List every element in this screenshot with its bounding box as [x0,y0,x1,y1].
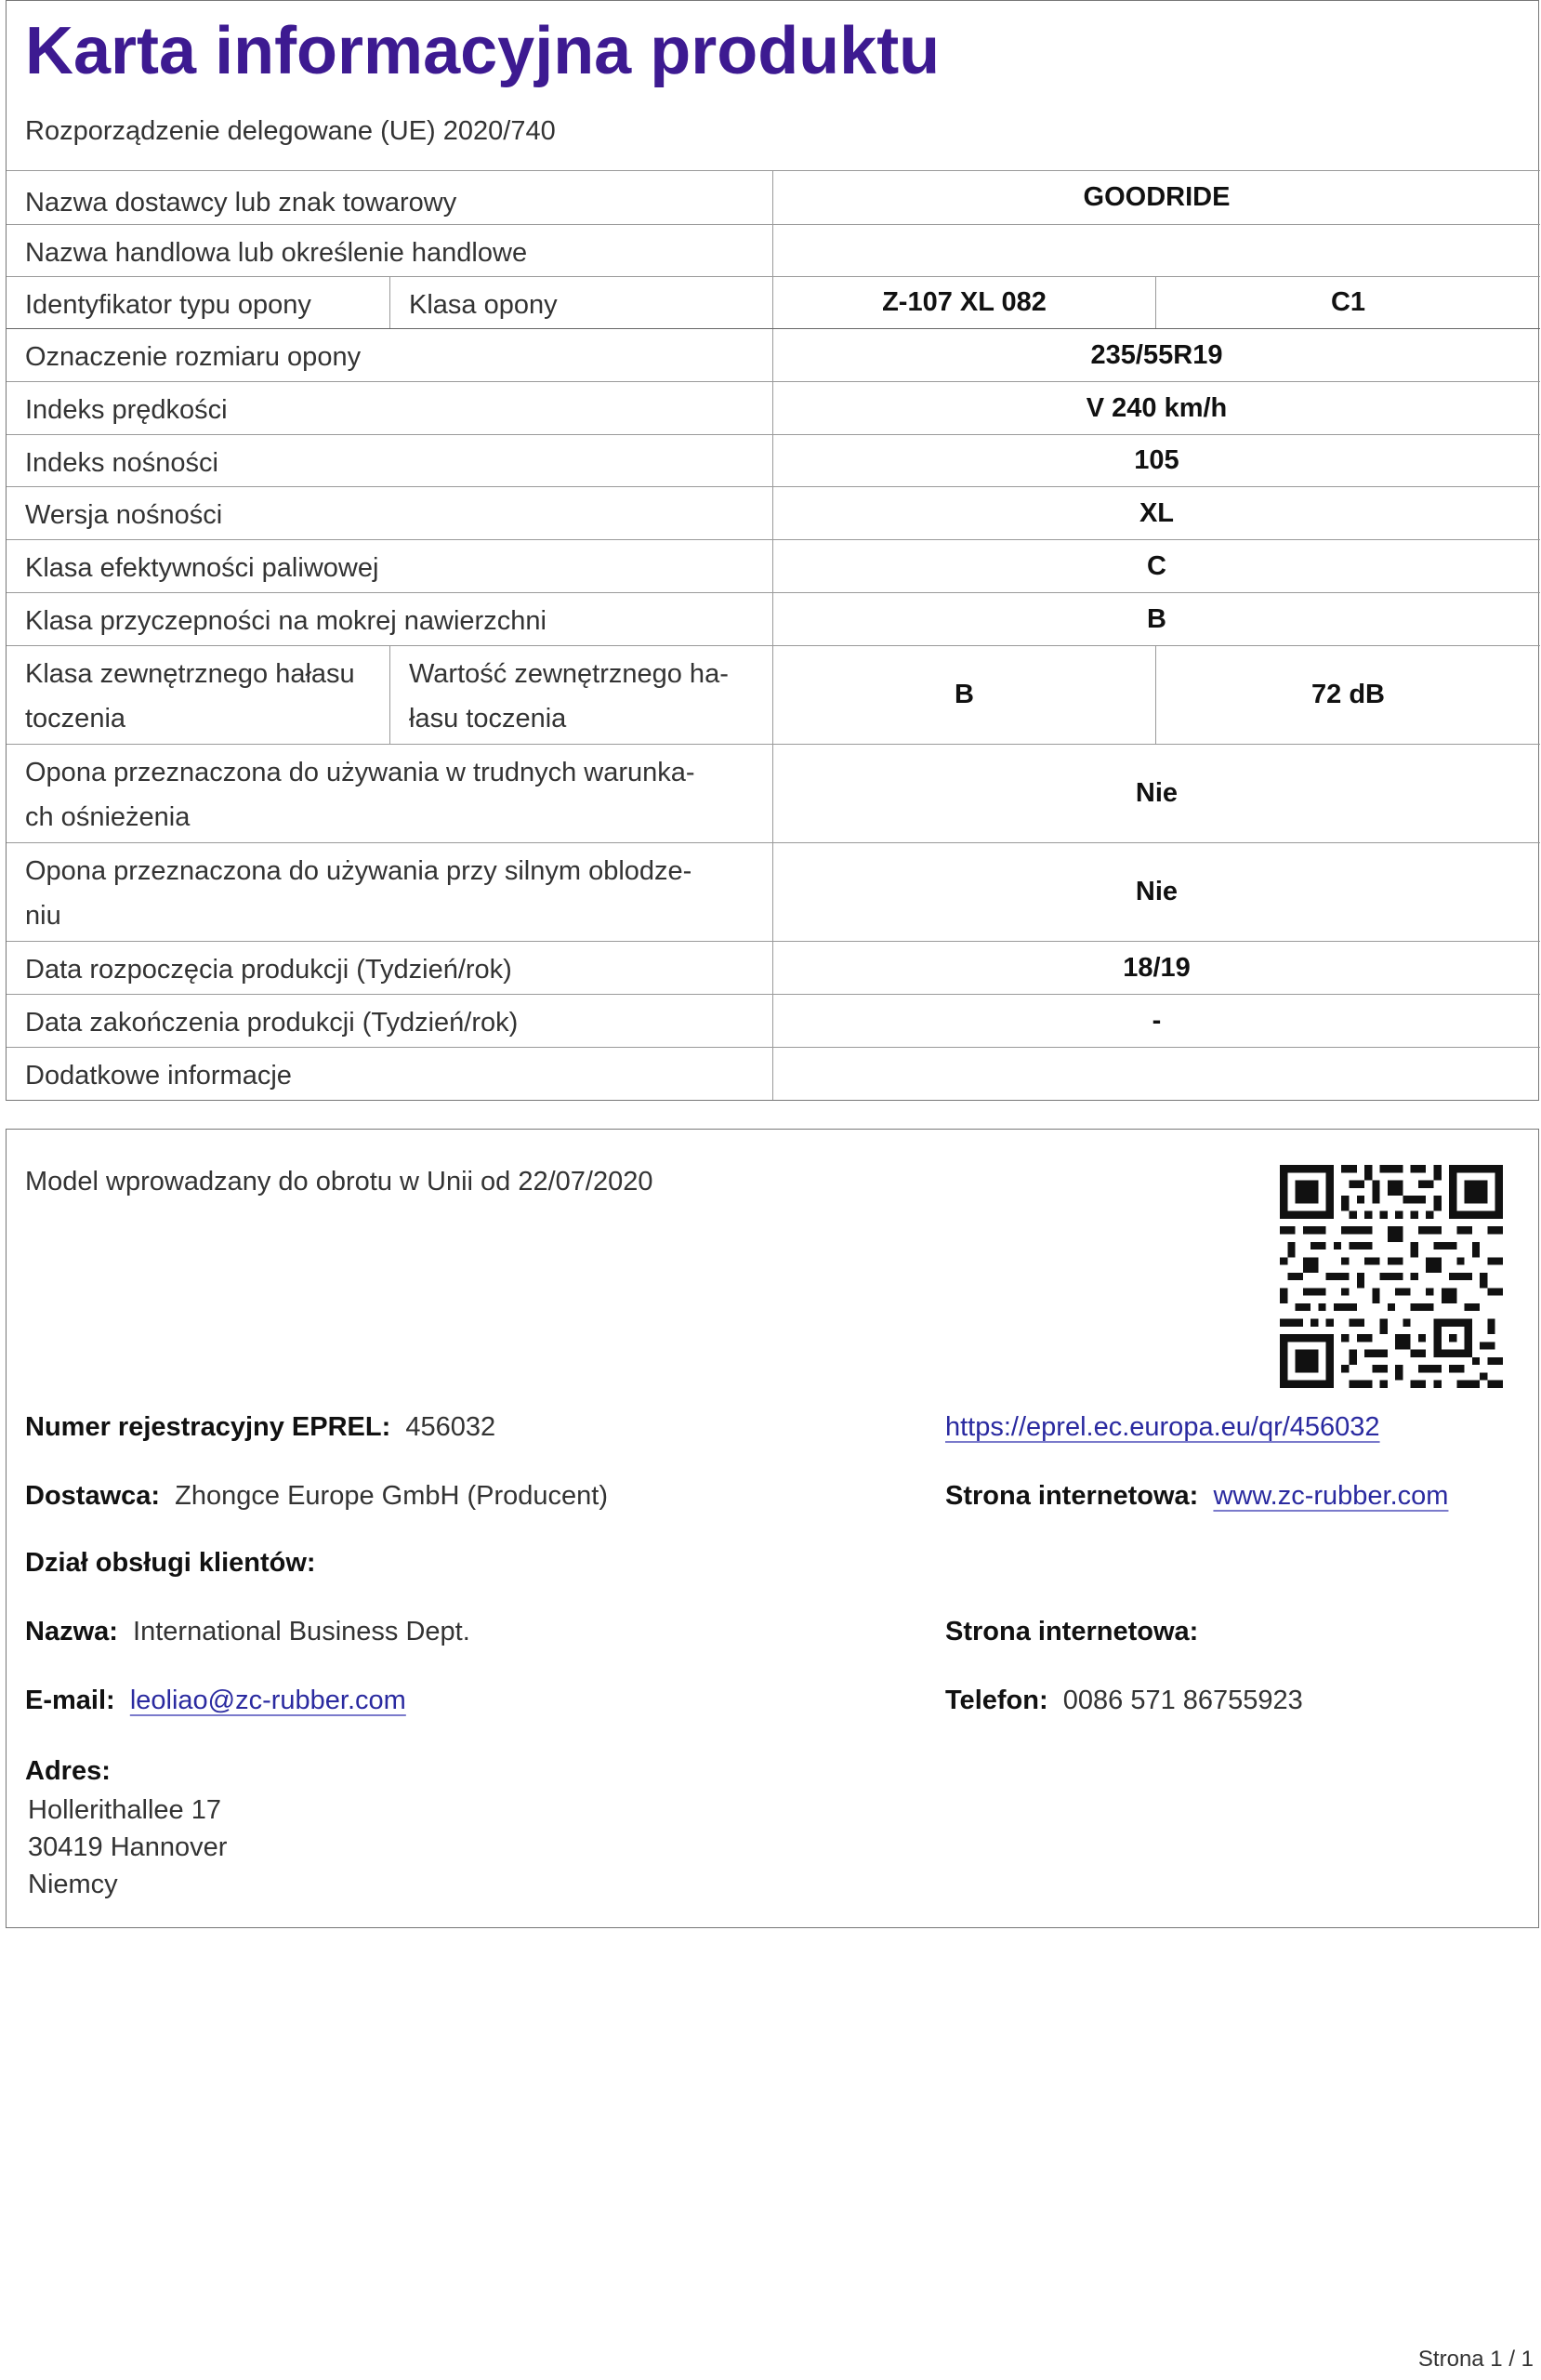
phone-value: 0086 571 86755923 [1062,1686,1303,1715]
row-label-line: Klasa zewnętrznego hałasu [25,659,355,689]
page-title: Karta informacyjna produktu [25,14,941,88]
row-value: 235/55R19 [772,329,1540,381]
row-value: - [772,995,1540,1047]
supplier-info [25,1477,608,1514]
row-value [772,1048,1540,1100]
row-label [7,745,772,842]
phone-label: Telefon: [945,1686,1048,1715]
address-label: Adres: [25,1756,111,1786]
row-label [7,843,772,941]
row-snow [7,744,1540,842]
row-rolling-noise [7,645,1540,744]
email-label: E-mail: [25,1686,115,1715]
service-name-value: International Business Dept. [133,1617,470,1646]
service-name-label: Nazwa: [25,1617,118,1646]
row-label-line: ch ośnieżenia [25,802,191,832]
row-wet-grip [7,592,1540,645]
row-label: Indeks nośności [25,448,218,478]
eprel-number: 456032 [405,1412,496,1442]
row-value: B [772,593,1540,645]
address-heading [25,1752,111,1790]
registration-panel [6,1129,1539,1928]
market-date-text: Model wprowadzany do obrotu w Unii od 22/07/2020 [25,1167,653,1197]
row-fuel-efficiency [7,539,1540,592]
row-type-id [7,276,1540,328]
row-label: Wersja nośności [25,500,223,530]
row-label: Indeks prędkości [25,395,228,425]
row-sub-value: C1 [1155,277,1540,328]
row-label: Data rozpoczęcia produkcji (Tydzień/rok) [25,955,512,985]
row-value: B [772,646,1155,744]
phone-info [945,1682,1303,1719]
row-sub-label-line: Wartość zewnętrznego ha- [409,659,729,689]
page-number: Strona 1 / 1 [1417,2347,1534,2372]
row-label-line: Opona przeznaczona do używania w trudnych warunka- [25,758,695,787]
row-size [7,328,1540,381]
row-value: Z-107 XL 082 [772,277,1155,328]
row-value: 105 [772,435,1540,486]
row-sub-value: 72 dB [1155,646,1540,744]
row-value [772,225,1540,276]
address-line: Hollerithallee 17 [28,1795,221,1825]
row-label: Klasa efektywności paliwowej [25,553,379,583]
regulation-reference: Rozporządzenie delegowane (UE) 2020/740 [25,116,556,146]
row-ice [7,842,1540,941]
row-production-end [7,994,1540,1047]
row-additional-info [7,1047,1540,1100]
row-label-line: niu [25,901,61,931]
row-label-line: toczenia [25,704,126,734]
customer-service-label: Dział obsługi klientów: [25,1548,316,1578]
eprel-link-wrap [945,1408,1380,1446]
row-label: Klasa przyczepności na mokrej nawierzchni [25,606,547,636]
customer-service-heading [25,1544,316,1581]
address-line: Niemcy [28,1870,118,1899]
row-speed-index [7,381,1540,434]
service-website-label: Strona internetowa: [945,1617,1199,1646]
eprel-link[interactable]: https://eprel.ec.europa.eu/qr/456032 [945,1412,1380,1442]
website-link[interactable]: www.zc-rubber.com [1213,1481,1449,1511]
row-value: GOODRIDE [772,171,1540,224]
row-label: Data zakończenia produkcji (Tydzień/rok) [25,1008,519,1038]
row-value: 18/19 [772,942,1540,994]
eprel-registration [25,1408,495,1446]
row-value: Nie [772,745,1540,842]
row-value: XL [772,487,1540,539]
row-production-start [7,941,1540,994]
row-sub-label-line: łasu toczenia [409,704,567,734]
product-info-sheet [6,0,1539,1101]
row-label: Identyfikator typu opony [25,290,311,320]
row-sub-label: Klasa opony [389,277,772,328]
row-label: Oznaczenie rozmiaru opony [25,342,362,372]
address-line: 30419 Hannover [28,1832,228,1862]
row-trade-name [7,224,1540,276]
row-load-index [7,434,1540,486]
row-sub-label [389,646,772,744]
row-load-version [7,486,1540,539]
row-label [7,646,389,744]
qr-code-icon[interactable] [1280,1165,1503,1388]
row-value: Nie [772,843,1540,941]
supplier-label: Dostawca: [25,1481,161,1511]
row-value: C [772,540,1540,592]
website-info [945,1477,1448,1514]
service-name-info [25,1613,470,1650]
email-link[interactable]: leoliao@zc-rubber.com [129,1686,406,1715]
row-supplier [7,170,1540,224]
row-label: Nazwa dostawcy lub znak towarowy [25,188,457,218]
eprel-label: Numer rejestracyjny EPREL: [25,1412,391,1442]
row-label: Nazwa handlowa lub określenie handlowe [25,238,528,268]
website-label: Strona internetowa: [945,1481,1199,1511]
service-website-info [945,1613,1198,1650]
supplier-name: Zhongce Europe GmbH (Producent) [175,1481,609,1511]
row-label-line: Opona przeznaczona do używania przy silnym oblodze- [25,856,692,886]
email-info [25,1682,406,1719]
row-label: Dodatkowe informacje [25,1061,292,1091]
row-value: V 240 km/h [772,382,1540,434]
